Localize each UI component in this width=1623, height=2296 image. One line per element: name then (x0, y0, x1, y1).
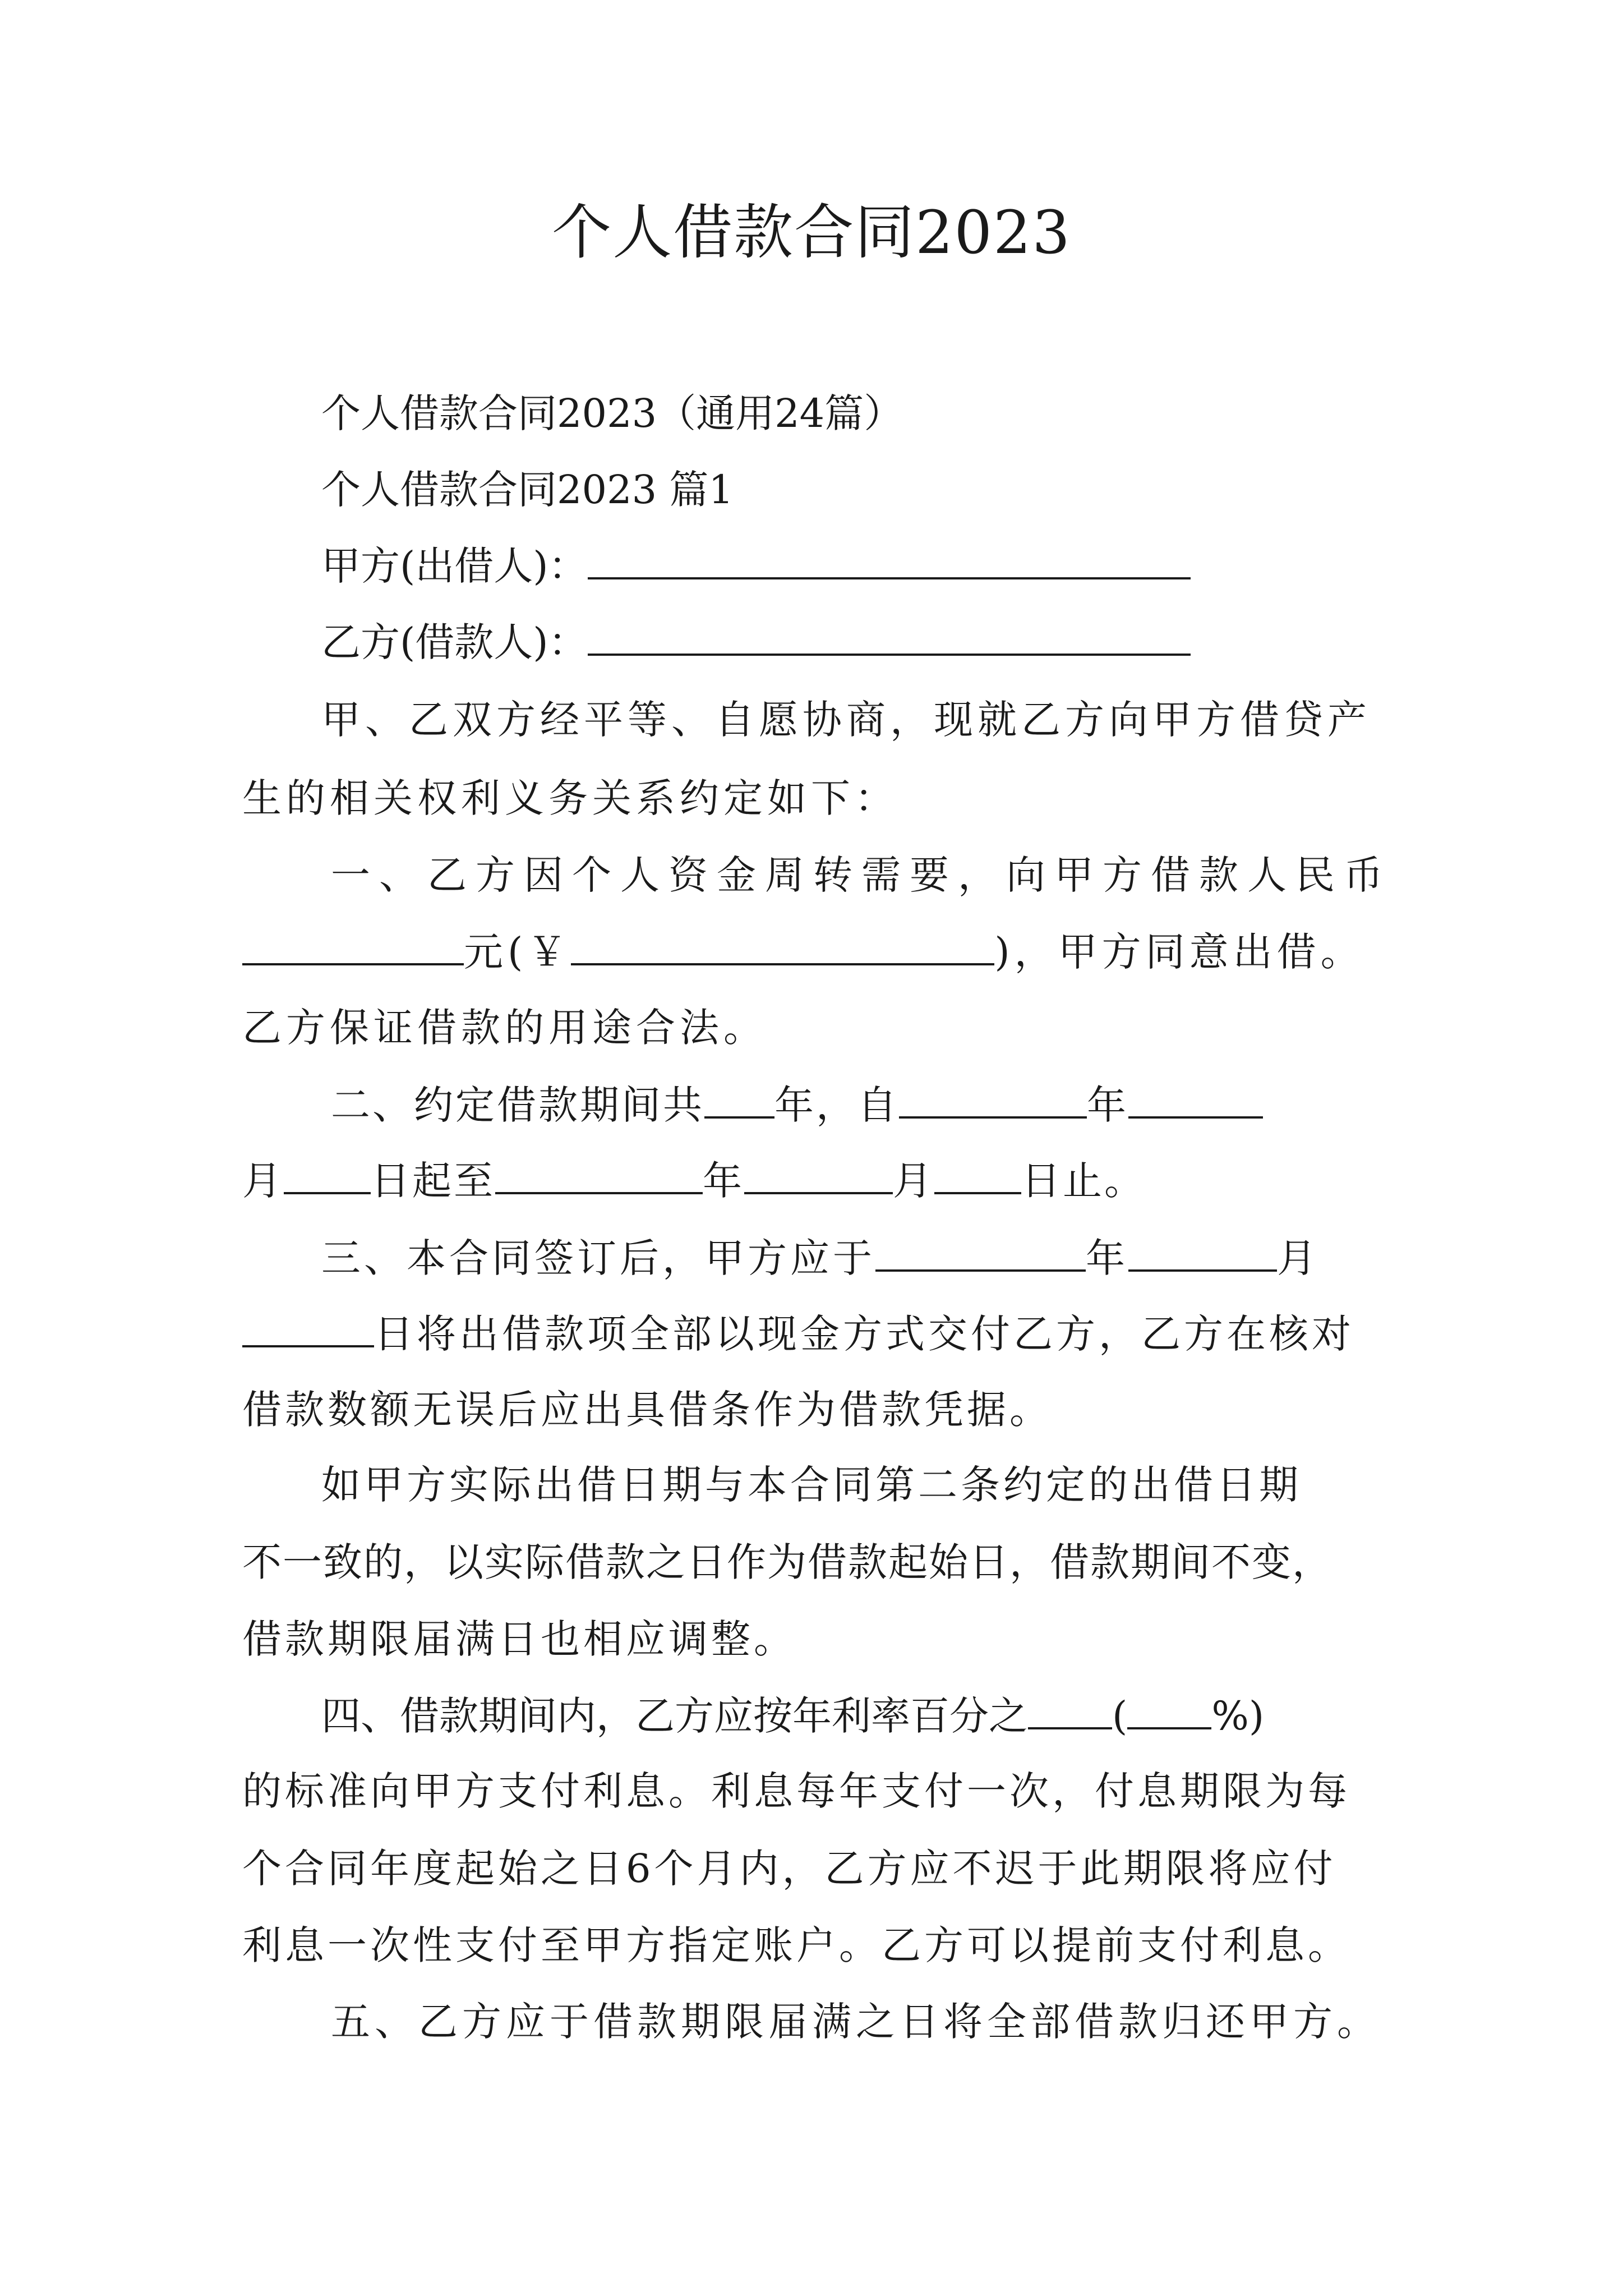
party-a-blank (588, 537, 1191, 579)
clause-5: 五、乙方应于借款期限届满之日将全部借款归还甲方。 (331, 1999, 1381, 2045)
clause-2-text-e: 日起至 (371, 1158, 495, 1204)
clause-1-line-3: 乙方保证借款的用途合法。 (242, 1005, 767, 1051)
rate-words-blank (1028, 1687, 1112, 1729)
intro-line-1: 甲、乙双方经平等、自愿协商，现就乙方向甲方借贷产 (321, 697, 1371, 743)
document-subtitle: 个人借款合同2023（通用24篇） (321, 390, 903, 436)
clause-2-line-2 (242, 1152, 1146, 1208)
clause-2-text-f: 年 (703, 1158, 744, 1204)
note-line-1: 如甲方实际出借日期与本合同第二条约定的出借日期 (321, 1462, 1302, 1508)
delivery-year-blank (875, 1229, 1086, 1272)
term-years-blank (704, 1076, 774, 1119)
clause-4-line-3: 个合同年度起始之日6个月内，乙方应不迟于此期限将应付 (242, 1846, 1336, 1892)
clause-4-text-b: ( (1112, 1693, 1128, 1739)
clause-4-text-c: %) (1211, 1693, 1265, 1739)
end-day-blank (934, 1152, 1021, 1194)
clause-4-line-2: 的标准向甲方支付利息。利息每年支付一次，付息期限为每 (242, 1768, 1350, 1814)
clause-4-text-a: 四、借款期间内，乙方应按年利率百分之 (321, 1693, 1028, 1739)
document-title: 个人借款合同2023 (552, 198, 1071, 267)
note-line-3: 借款期限届满日也相应调整。 (242, 1616, 796, 1662)
clause-2-text-d: 月 (242, 1158, 284, 1204)
party-a-row (321, 537, 1191, 593)
yuan-label: 元(￥ (464, 929, 571, 975)
party-b-label: 乙方(借款人)： (321, 619, 588, 665)
clause-2-text-b: 年，自 (774, 1082, 899, 1128)
clause-3-line-3: 借款数额无误后应出具借条作为借款凭据。 (242, 1387, 1052, 1433)
clause-2-text-c: 年 (1087, 1082, 1128, 1128)
start-day-blank (284, 1152, 371, 1194)
section-heading: 个人借款合同2023 篇1 (321, 467, 734, 513)
clause-4-line-4: 利息一次性支付至甲方指定账户。乙方可以提前支付利息。 (242, 1922, 1350, 1968)
clause-1-line-2 (242, 923, 1364, 979)
party-a-label: 甲方(出借人)： (321, 543, 588, 589)
intro-line-2: 生的相关权利义务关系约定如下： (242, 775, 898, 821)
clause-3-line-2 (242, 1305, 1354, 1361)
delivery-month-blank (1128, 1229, 1277, 1272)
amount-figure-blank (571, 923, 994, 965)
clause-1-line-1: 一、乙方因个人资金周转需要，向甲方借款人民币 (331, 852, 1392, 898)
clause-4-line-1 (321, 1687, 1264, 1743)
start-month-blank (1128, 1076, 1263, 1119)
clause-2-text-a: 二、约定借款期间共 (331, 1082, 704, 1128)
note-line-2: 不一致的，以实际借款之日作为借款起始日，借款期间不变， (242, 1539, 1332, 1585)
party-b-blank (588, 613, 1191, 656)
clause-3-text-a: 三、本合同签订后，甲方应于 (321, 1235, 875, 1281)
amount-words-blank (242, 923, 464, 965)
start-year-blank (899, 1076, 1087, 1119)
party-b-row (321, 613, 1191, 669)
clause-2-line-1 (331, 1076, 1263, 1132)
clause-1-end: )，甲方同意出借。 (994, 929, 1364, 975)
clause-3-text-b: 年 (1086, 1235, 1128, 1281)
end-month-blank (744, 1152, 893, 1194)
delivery-day-blank (242, 1305, 374, 1347)
rate-figure-blank (1127, 1687, 1211, 1729)
clause-3-text-d: 日将出借款项全部以现金方式交付乙方，乙方在核对 (374, 1311, 1354, 1357)
clause-2-text-h: 日止。 (1021, 1158, 1146, 1204)
clause-3-line-1 (321, 1229, 1320, 1285)
clause-2-text-g: 月 (893, 1158, 934, 1204)
end-year-blank (495, 1152, 703, 1194)
clause-3-text-c: 月 (1277, 1235, 1320, 1281)
